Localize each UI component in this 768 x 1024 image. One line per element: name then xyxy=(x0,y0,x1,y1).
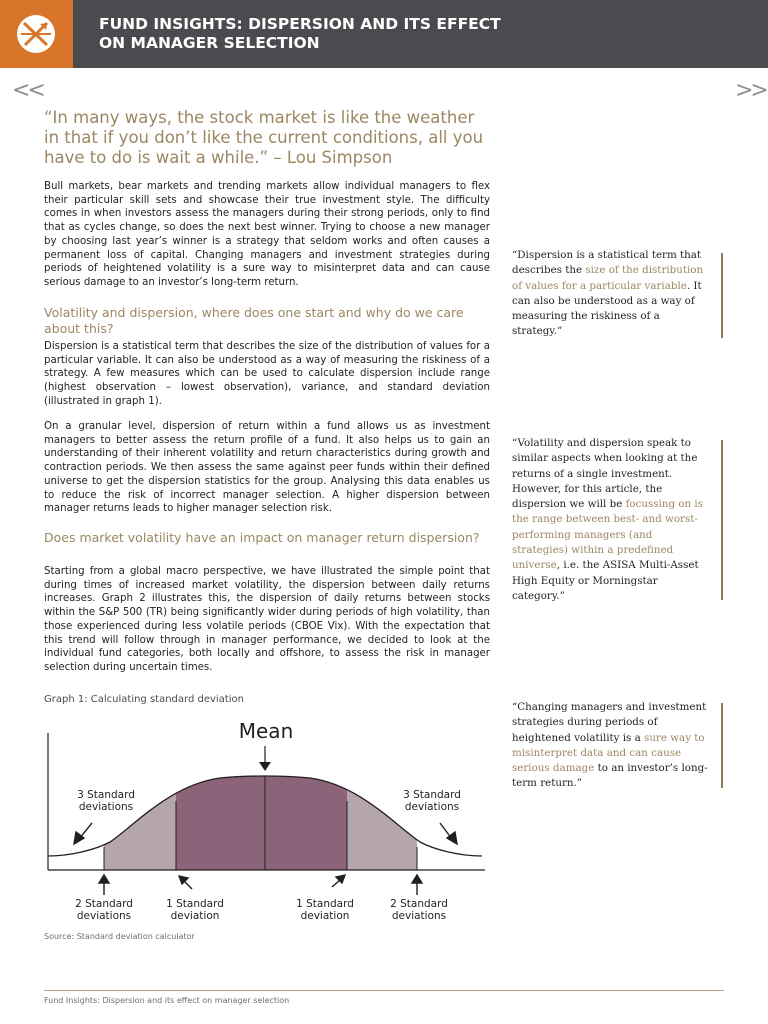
paragraph-dispersion: Dispersion is a statistical term that describes the size of the distribution of values for a particular variable. It can also be understood as a way of measuring the riskiness of a strategy. A few measures which can be used to calculate dispersion include range (highest observation – lowest observation), variance, and standard deviation (illustrated in graph 1). xyxy=(44,341,490,407)
next-page-button[interactable]: >> xyxy=(735,78,766,103)
band-2sd-right xyxy=(347,755,417,875)
previous-page-button[interactable]: << xyxy=(12,78,43,103)
callout-dispersion xyxy=(512,248,708,340)
callout-text: “Dispersion is a statistical term that describes the xyxy=(512,249,702,277)
mean-arrow-icon xyxy=(259,762,271,771)
page-header xyxy=(0,0,768,68)
logo xyxy=(0,0,73,68)
band-1sd-left xyxy=(176,755,265,875)
footer-text: Fund Insights: Dispersion and its effect on manager selection xyxy=(44,996,290,1005)
callout-text: . It can also be understood as a way of measuring the riskiness of a strategy.” xyxy=(512,279,702,338)
label-2sd-right-line1: 2 Standard xyxy=(390,898,448,910)
label-1sd-right-line1: 1 Standard xyxy=(296,898,354,910)
graph-source: Source: Standard deviation calculator xyxy=(44,932,195,941)
label-2sd-right-line2: deviations xyxy=(391,910,447,922)
band-1sd-right xyxy=(265,755,347,875)
page-title-line-2: ON MANAGER SELECTION xyxy=(99,34,320,52)
graph-caption: Graph 1: Calculating standard deviation xyxy=(44,694,244,705)
label-2sd-left-line2: deviations xyxy=(76,910,132,922)
callout-highlight: size of the distribution of values for a particular variable xyxy=(512,264,704,292)
arrow-2sd-left-icon xyxy=(99,875,109,883)
callout-text: , i.e. the ASISA Multi-Asset High Equity or Morningstar category.” xyxy=(512,559,699,602)
label-3sd-right-line2: deviations xyxy=(404,801,460,813)
label-3sd-left-line2: deviations xyxy=(78,801,134,813)
label-1sd-right-line2: deviation xyxy=(300,910,350,922)
page-title-line-1: FUND INSIGHTS: DISPERSION AND ITS EFFECT xyxy=(99,15,501,33)
callout-highlight: sure way to misinterpret data and can cause serious damage xyxy=(512,731,705,775)
label-3sd-left-line1: 3 Standard xyxy=(77,789,135,801)
callout-text: to an investor’s long-term return.” xyxy=(512,762,708,790)
mean-label: Mean xyxy=(238,719,294,743)
paragraph-granular: On a granular level, dispersion of return within a fund allows us as investment managers to better assess the return profile of a fund. It also helps us to gain an understanding of their inherent volatility and return characteristics during growth and contraction periods. We then assess the same against peer funds within their defined universe to get the dispersion statistics for the group. Analysing this data enables us to reduce the risk of incorrect manager selection. A higher dispersion between manager returns leads to higher manager selection risk. xyxy=(44,421,490,515)
callout-managers xyxy=(512,700,708,792)
label-1sd-left-line1: 1 Standard xyxy=(166,898,224,910)
label-1sd-left-line2: deviation xyxy=(170,910,220,922)
callout-text: “Volatility and dispersion speak to similar aspects when looking at the returns of a single investment. However, for this article, the dispersion we will be xyxy=(512,437,698,511)
callout-text: “Changing managers and investment strategies during periods of heightened volatility is a xyxy=(512,701,707,744)
callout-highlight: focussing on is the range between best- and worst-performing managers (and strategies) within a predefined universe xyxy=(512,498,704,572)
page-title xyxy=(99,15,739,53)
footer-divider xyxy=(44,990,724,991)
label-2sd-left-line1: 2 Standard xyxy=(75,898,133,910)
standard-deviation-graph xyxy=(40,715,490,930)
label-3sd-right-line1: 3 Standard xyxy=(403,789,461,801)
callout-volatility xyxy=(512,436,708,604)
subheading-market-volatility: Does market volatility have an impact on manager return dispersion? xyxy=(44,530,480,545)
callout-bar xyxy=(721,440,723,600)
callout-bar xyxy=(721,703,723,788)
band-2sd-left xyxy=(104,755,176,875)
paragraph-intro: Bull markets, bear markets and trending markets allow individual managers to flex their particular skill sets and showcase their true investment style. The difficulty comes in when investors assess the managers during their strong periods, only to find that as cycles change, so does the next best winner. Trying to choose a new manager by choosing last year’s winner is a strategy that seldom works and often causes a permanent loss of capital. Changing managers and investment strategies during periods of heightened volatility is a sure way to misinterpret data and can cause serious damage to an investor’s long-term return. xyxy=(44,181,490,288)
paragraph-macro: Starting from a global macro perspective, we have illustrated the simple point that during times of increased market volatility, the dispersion between daily returns increases. Graph 2 illustrates this, the dispersion of daily returns between stocks within the S&P 500 (TR) being significantly wider during periods of high volatility, than those experienced during less volatile periods (CBOE Vix). With the expectation that this trend will follow through in manager performance, we decided to look at the individual fund categories, both locally and offshore, to assess the risk in manager selection during uncertain times. xyxy=(44,566,490,673)
callout-bar xyxy=(721,253,723,338)
compass-cross-icon xyxy=(16,14,56,54)
subheading-volatility: Volatility and dispersion, where does one start and why do we care about this? xyxy=(44,305,464,336)
arrow-2sd-right-icon xyxy=(412,875,422,883)
pull-quote: “In many ways, the stock market is like the weather in that if you don’t like the current conditions, all you have to do is wait a while.” – Lou Simpson xyxy=(44,108,484,167)
